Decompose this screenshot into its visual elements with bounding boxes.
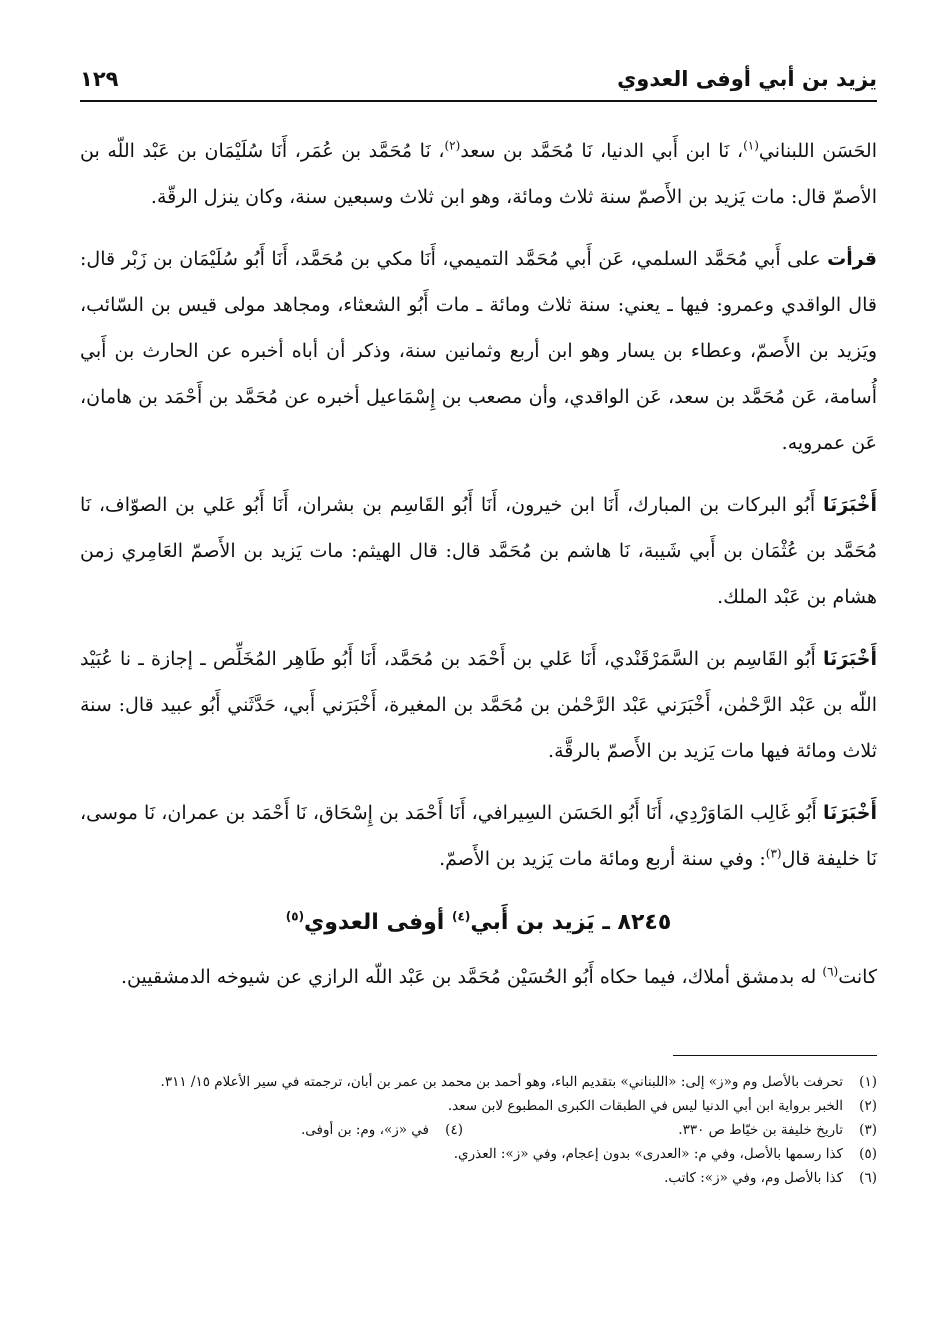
footnote-ref: (٥) — [285, 909, 305, 924]
footnotes — [80, 1070, 877, 1190]
footnote-ref: (١) — [743, 138, 759, 153]
footnote-number: (٤) — [445, 1122, 463, 1138]
footnote-text: الخبر برواية ابن أبي الدنيا ليس في الطبقات الكبرى المطبوع لابن سعد. — [447, 1098, 843, 1114]
entry-paragraph — [80, 954, 877, 1000]
paragraph-lead-word: قرأت — [827, 248, 877, 270]
footnote-ref: (٤) — [452, 909, 471, 924]
footnote-ref: (٣) — [765, 846, 782, 861]
footnote-number: (٢) — [859, 1098, 877, 1114]
footnote — [80, 1094, 877, 1118]
text-run: أَبُو القَاسِم بن السَّمَرْقَنْدي، أَنَا عَلي بن أَحْمَد بن مُحَمَّد، أَنَا أَبُو طَاهِر المُخَلِّص ـ إجازة ـ نا عُبَيْد اللّه بن عَبْد الرَّحْمٰن، أَخْبَرَني عَبْد الرَّحْمٰن بن مُحَمَّد بن المغيرة، أَخْبَرَني أَبي، حَدَّثَني أَبُو عبيد قال: سنة ثلاث ومائة فيها مات يَزيد بن الأَصمّ بالرقَّة. — [80, 648, 877, 762]
paragraph — [80, 236, 877, 466]
footnote-text: في «ز»، وم: بن أوفى. — [301, 1122, 429, 1138]
footnote-number: (٣) — [859, 1122, 877, 1138]
text-run: الحَسَن اللبناني — [758, 140, 877, 162]
text-run: ، نَا ابن أَبي الدنيا، نَا مُحَمَّد بن سعد — [460, 140, 744, 162]
footnote-text: كذا بالأصل وم، وفي «ز»: كاتب. — [664, 1170, 843, 1186]
footnote-text: تاريخ خليفة بن خيّاط ص ٣٣٠. — [678, 1122, 843, 1138]
text-run: أَبُو البركات بن المبارك، أَنَا ابن خيرون، أَنَا أَبُو القَاسِم بن بشران، أَنَا أَبُو عَلي بن الصوّاف، نَا مُحَمَّد بن عُثْمَان بن أَبي شَيبة، نَا هاشم بن مُحَمَّد قال: قال الهيثم: مات يَزيد بن الأَصمّ العَامِري زمن هشام بن عَبْد الملك. — [80, 494, 877, 608]
text-run: ، نَا مُحَمَّد بن عُمَر، أَنَا سُلَيْمَان بن عَبْد اللّه بن الأصمّ قال: مات يَزيد بن الأَصمّ سنة ثلاث ومائة، وهو ابن ثلاث وسبعين سنة، وكان ينزل الرقّة. — [80, 140, 877, 208]
text-run: على أَبي مُحَمَّد السلمي، عَن أَبي مُحَمَّد التميمي، أَنَا مكي بن مُحَمَّد، أَنَا أَبُو سُلَيْمَان بن زَبْر قال: قال الواقدي وعمرو: فيها ـ يعني: سنة ثلاث ومائة ـ مات أَبُو الشعثاء، ومجاهد مولى قيس بن السّائب، ويَزيد بن الأَصمّ، وعطاء بن يسار وهو ابن أربع وثمانين سنة، وذكر أن أباه أخبره عن الحارث بن أَبي أُسامة، عَن مُحَمَّد بن سعد، عَن الواقدي، وأن مصعب بن إِسْمَاعيل أخبره عن مُحَمَّد بن أَحْمَد بن هامان، عَن عمرويه. — [80, 248, 877, 454]
footnote-ref: (٦) — [822, 964, 839, 979]
paragraphs — [80, 128, 877, 882]
footnote-text: تحرفت بالأصل وم و«ز» إلى: «اللبناني» بتقديم الباء، وهو أحمد بن محمد بن عمر بن أبان، ترجمته في سير الأعلام ١٥/ ٣١١. — [160, 1074, 843, 1090]
paragraph — [80, 636, 877, 774]
text-run: : وفي سنة أربع ومائة مات يَزيد بن الأَصمّ. — [439, 848, 766, 870]
footnote-ref: (٢) — [444, 138, 461, 153]
footnote-text: كذا رسمها بالأصل، وفي م: «العدرى» بدون إعجام، وفي «ز»: العذري. — [453, 1146, 843, 1162]
paragraph-lead-word: أَخْبَرَنَا — [822, 648, 877, 670]
footnote-pair — [80, 1118, 843, 1142]
text-run: له بدمشق أملاك، فيما حكاه أَبُو الحُسَيْن مُحَمَّد بن عَبْد اللّه الرازي عن شيوخه الدمشقيين. — [121, 966, 823, 988]
entry-number: ٨٢٤٥ — [617, 910, 672, 935]
paragraph-lead-word: أَخْبَرَنَا — [822, 802, 877, 824]
main-text — [80, 128, 877, 1000]
entry-name-part1: ـ يَزيد بن أَبي — [470, 910, 610, 935]
entry-heading — [80, 898, 877, 948]
footnote — [80, 1070, 877, 1094]
footnote — [80, 1166, 877, 1190]
paragraph — [80, 128, 877, 220]
paragraph — [80, 790, 877, 882]
footnote-number: (٦) — [859, 1170, 877, 1186]
header-rule — [80, 100, 877, 102]
footnote — [80, 1142, 877, 1166]
paragraph-lead-word: أَخْبَرَنَا — [822, 494, 877, 516]
footnote-number: (٥) — [859, 1146, 877, 1162]
page-number: ١٢٩ — [80, 67, 119, 91]
footnote-number: (١) — [859, 1074, 877, 1090]
paragraph — [80, 482, 877, 620]
text-run: أَبُو غَالِب المَاوَرْدِي، أَنَا أَبُو الحَسَن السِيرافي، أَنَا أَحْمَد بن إِسْحَاق، نَا أَحْمَد بن عمران، نَا موسى، نَا خليفة قال — [80, 802, 877, 870]
text-run: كانت — [838, 966, 877, 988]
running-title: يزيد بن أبي أوفى العدوي — [617, 67, 877, 91]
page-header — [80, 62, 877, 102]
entry-name-part2: أوفى العدوي — [304, 910, 445, 935]
footnote — [80, 1118, 877, 1142]
footnote-rule — [673, 1055, 877, 1056]
